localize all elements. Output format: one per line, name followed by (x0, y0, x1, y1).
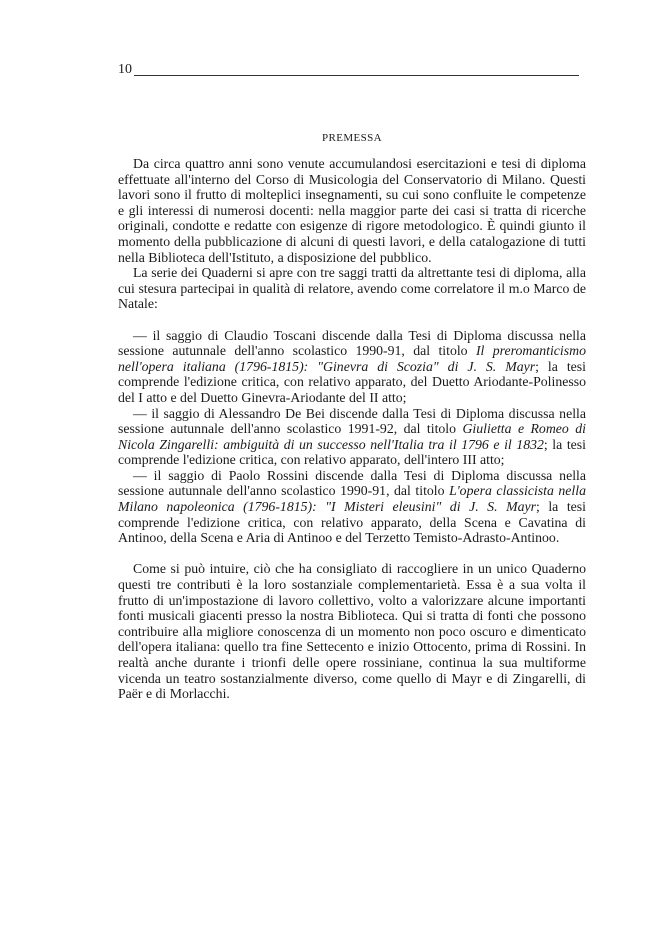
paragraph-series: La serie dei Quaderni si apre con tre saggi tratti da altrettante tesi di diploma, alla cui stesura partecipai in qualità di relatore, avendo come correlatore il m.o Marco de Natale: (118, 265, 586, 312)
essay-item-text: — il saggio di Alessandro De Bei discende dalla Tesi di Diploma discussa nella sessione autunnale dell'anno scolastico 1991-92, dal titolo (118, 405, 586, 437)
thesis-title: Il preromanticismo nell'opera italiana (1796-1815): "Ginevra di Scozia" di J. S. Mayr (118, 343, 586, 374)
essay-item-rossini (118, 468, 586, 546)
thesis-title: L'opera classicista nella Milano napoleonica (1796-1815): "I Misteri eleusini" di J. S. Mayr (118, 483, 586, 515)
header-rule (134, 75, 579, 76)
essay-item-text: — il saggio di Claudio Toscani discende dalla Tesi di Diploma discussa nella sessione autunnale dell'anno scolastico 1990-91, dal titolo (118, 327, 586, 359)
essay-item-text: ; la tesi comprende l'edizione critica, con relativo apparato, della Scena e Cavatina di Antinoo, della Scena e Aria di Antinoo e del Terzetto Temisto-Adrasto-Antinoo. (118, 499, 586, 546)
body-text (118, 156, 586, 702)
essay-list (118, 328, 586, 546)
essay-item-text: ; la tesi comprende l'edizione critica, con relativo apparato, dell'intero III atto; (118, 436, 586, 468)
essay-item-text: — il saggio di Paolo Rossini discende dalla Tesi di Diploma discussa nella sessione autunnale dell'anno scolastico 1990-91, dal titolo (118, 467, 586, 499)
thesis-title: Giulietta e Romeo di Nicola Zingarelli: ambiguità di un successo nell'Italia tra il 1796 e il 1832 (118, 421, 586, 452)
paragraph-closing: Come si può intuire, ciò che ha consigliato di raccogliere in un unico Quaderno questi tre contributi è la loro sostanziale complementarietà. Essa è a sua volta il frutto di un'impostazione di lavoro collettivo, volto a valorizzare alcune importanti fonti musicali giacenti presso la nostra Biblioteca. Qui si tratta di fonti che possono contribuire alla migliore conoscenza di un momento non poco oscuro e dimenticato dell'opera italiana: quello tra fine Settecento e inizio Ottocento, prima di Rossini. In realtà anche durante i trionfi delle opere rossiniane, continua la sua multiforme vicenda un teatro sostanzialmente diverso, come quello di Mayr e di Zingarelli, di Paër e di Morlacchi. (118, 561, 586, 702)
essay-item-toscani (118, 328, 586, 406)
essay-item-text: ; la tesi comprende l'edizione critica, con relativo apparato, del Duetto Ariodante-Polinesso del I atto e del Duetto Ginevra-Ariodante del II atto; (118, 358, 586, 405)
paragraph-intro: Da circa quattro anni sono venute accumulandosi esercitazioni e tesi di diploma effettuate all'interno del Corso di Musicologia del Conservatorio di Milano. Questi lavori sono il frutto di molteplici insegnamenti, su cui sono confluite le competenze e gli interessi di numerosi docenti: nella maggior parte dei casi si tratta di ricerche originali, condotte e redatte con esigenze di rigore metodologico. È quindi giunto il momento della pubblicazione di alcuni di questi lavori, e della catalogazione di tutti nella Biblioteca dell'Istituto, a disposizione del pubblico. (118, 156, 586, 265)
page-number: 10 (118, 62, 132, 77)
paragraph-gap (118, 546, 586, 562)
essay-item-debei (118, 406, 586, 468)
section-heading: PREMESSA (321, 132, 383, 144)
paragraph-gap (118, 312, 586, 328)
